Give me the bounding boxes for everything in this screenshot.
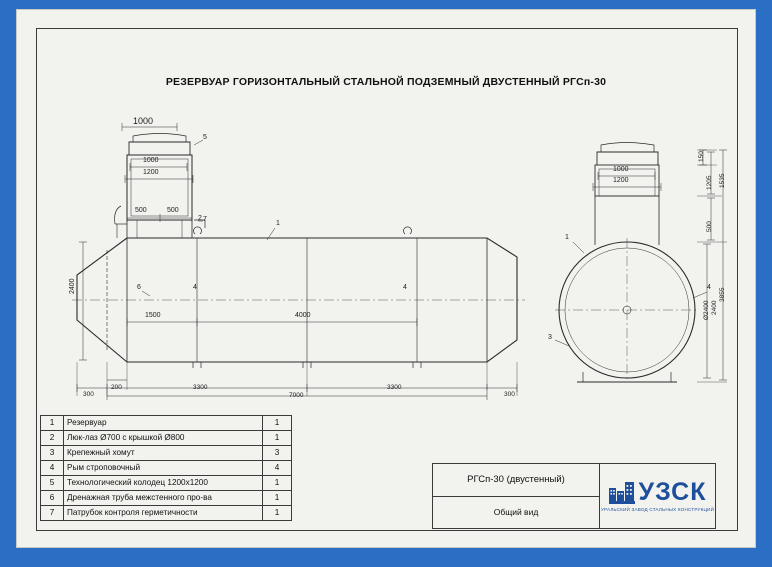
table-row [41,491,292,506]
logo-subtitle: УРАЛЬСКИЙ ЗАВОД СТАЛЬНЫХ КОНСТРУКЦИЙ [600,507,715,512]
dim-front-well-inner-width: 1000 [143,157,159,164]
legend-qty: 1 [263,491,292,506]
legend-qty: 1 [263,476,292,491]
dim-front-neck-right: 500 [167,207,179,214]
callout-front-2: 2 [198,215,202,222]
dim-front-well-outer-width: 1200 [143,169,159,176]
dim-front-well-top-width: 1000 [133,116,154,126]
factory-icon [609,482,635,504]
legend-qty: 3 [263,446,292,461]
dim-side-neck-height: 500 [706,221,713,232]
dim-front-segment-left: 3300 [193,384,208,391]
dim-front-total-length: 7000 [289,392,304,399]
callout-side-1: 1 [565,234,569,241]
legend-body [41,416,292,521]
dim-front-end-left: 300 [83,391,94,398]
dim-front-saddle-span: 4000 [295,312,311,319]
legend-name: Технологический колодец 1200х1200 [64,476,263,491]
view-name: Общий вид [493,507,539,518]
logo-text: УЗСК [638,478,707,506]
table-row [41,416,292,431]
dim-side-well-height: 1205 [706,175,713,190]
company-logo [600,464,715,528]
legend-name: Крепежный хомут [64,446,263,461]
legend-num: 7 [41,506,64,521]
table-row [41,446,292,461]
dim-front-segment-right: 3300 [387,384,402,391]
legend-name: Патрубок контроля герметичности [64,506,263,521]
legend-name: Дренажная труба межстенного про-ва [64,491,263,506]
legend-qty: 4 [263,461,292,476]
callout-front-5: 5 [203,134,207,141]
legend-num: 3 [41,446,64,461]
table-row [41,506,292,521]
callout-side-3: 3 [548,334,552,341]
legend-num: 2 [41,431,64,446]
legend-table [40,415,292,521]
callout-front-6: 6 [137,284,141,291]
callout-front-7: 7 [203,216,207,223]
table-row [41,461,292,476]
dim-side-tank-diameter-2: 2400 [711,300,718,315]
logo-row [609,480,707,505]
legend-name: Резервуар [64,416,263,431]
legend-num: 4 [41,461,64,476]
callout-front-4b: 4 [403,284,407,291]
callout-side-4: 4 [707,284,711,291]
dim-side-well-top-height: 150 [698,151,705,162]
drawing-sheet [17,10,755,547]
legend-qty: 1 [263,431,292,446]
legend-qty: 1 [263,506,292,521]
table-row [41,431,292,446]
dim-front-overhang-left: 200 [111,384,122,391]
dim-side-total-height: 3855 [719,287,726,302]
legend-name: Рым строповочный [64,461,263,476]
dim-side-cover-to-top: 1535 [719,173,726,188]
legend-num: 6 [41,491,64,506]
page-title: РЕЗЕРВУАР ГОРИЗОНТАЛЬНЫЙ СТАЛЬНОЙ ПОДЗЕМНЫЙ ДВУСТЕННЫЙ РГСп-30 [165,76,607,88]
dim-front-end-right: 300 [504,391,515,398]
legend-qty: 1 [263,416,292,431]
legend-num: 5 [41,476,64,491]
title-block [432,463,716,529]
callout-front-1: 1 [276,220,280,227]
dim-side-well-inner-width: 1000 [613,166,629,173]
dim-side-well-outer-width: 1200 [613,177,629,184]
legend-name: Люк-лаз Ø700 с крышкой Ø800 [64,431,263,446]
dim-front-saddle-offset-left: 1500 [145,312,161,319]
dim-front-neck-left: 500 [135,207,147,214]
dim-front-tank-height: 2400 [69,278,76,294]
dim-side-tank-diameter: Ø2400 [703,300,710,320]
title-block-left [433,464,600,528]
legend-num: 1 [41,416,64,431]
product-name: РГСп-30 (двустенный) [433,464,599,497]
table-row [41,476,292,491]
callout-front-4a: 4 [193,284,197,291]
